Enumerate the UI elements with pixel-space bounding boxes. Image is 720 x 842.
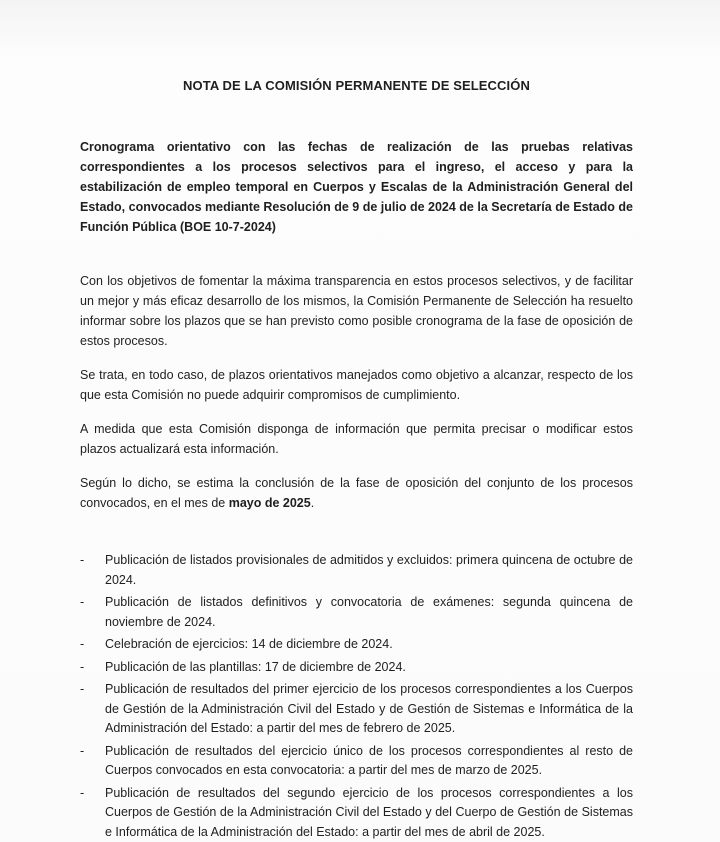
disclaimer-paragraph: Se trata, en todo caso, de plazos orientativos manejados como objetivo a alcanzar, respecto de los que esta Comisión no puede adquirir compromisos de cumplimiento.: [80, 365, 633, 405]
bullet-dash: -: [80, 593, 84, 613]
conclusion-date: mayo de 2025: [229, 496, 311, 510]
document-title: NOTA DE LA COMISIÓN PERMANENTE DE SELECCIÓN: [80, 78, 633, 93]
document-summary: Cronograma orientativo con las fechas de realización de las pruebas relativas correspondientes a los procesos selectivos para el ingreso, el acceso y para la estabilización de empleo temporal en Cuerpos y Escalas de la Administración General del Estado, convocados mediante Resolución de 9 de julio de 2024 de la Secretaría de Estado de Función Pública (BOE 10-7-2024): [80, 137, 633, 237]
list-item-text: Celebración de ejercicios: 14 de diciembre de 2024.: [105, 637, 393, 651]
list-item: [80, 593, 633, 632]
bullet-dash: -: [80, 742, 84, 762]
bullet-dash: -: [80, 551, 84, 571]
list-item: [80, 635, 633, 655]
bullet-dash: -: [80, 658, 84, 678]
list-item: [80, 680, 633, 739]
list-item-text: Publicación de resultados del segundo ejercicio de los procesos correspondientes a los Cuerpos de Gestión de la Administración Civil del Estado y del Cuerpo de Gestión de Sistemas e Informática de la Administración del Estado: a partir del mes de abril de 2025.: [105, 786, 633, 839]
bullet-dash: -: [80, 680, 84, 700]
list-item-text: Publicación de resultados del primer ejercicio de los procesos correspondientes a los Cuerpos de Gestión de la Administración Civil del Estado y de Gestión de Sistemas e Informática de la Administración del Estado: a partir del mes de febrero de 2025.: [105, 682, 633, 735]
schedule-list: [80, 551, 633, 842]
list-item-text: Publicación de resultados del ejercicio único de los procesos correspondientes al resto de Cuerpos convocados en esta convocatoria: a partir del mes de marzo de 2025.: [105, 744, 633, 778]
conclusion-paragraph: [80, 473, 633, 513]
list-item: [80, 784, 633, 842]
update-paragraph: A medida que esta Comisión disponga de información que permita precisar o modificar estos plazos actualizará esta información.: [80, 419, 633, 459]
intro-paragraph: Con los objetivos de fomentar la máxima transparencia en estos procesos selectivos, y de facilitar un mejor y más eficaz desarrollo de los mismos, la Comisión Permanente de Selección ha resuelto informar sobre los plazos que se han previsto como posible cronograma de la fase de oposición de estos procesos.: [80, 271, 633, 351]
list-item: [80, 551, 633, 590]
conclusion-text: Según lo dicho, se estima la conclusión de la fase de oposición del conjunto de los procesos convocados, en el mes de: [80, 476, 633, 510]
bullet-dash: -: [80, 635, 84, 655]
list-item-text: Publicación de listados provisionales de admitidos y excluidos: primera quincena de octubre de 2024.: [105, 553, 633, 587]
list-item: [80, 658, 633, 678]
bullet-dash: -: [80, 784, 84, 804]
list-item-text: Publicación de las plantillas: 17 de diciembre de 2024.: [105, 660, 406, 674]
list-item-text: Publicación de listados definitivos y convocatoria de exámenes: segunda quincena de noviembre de 2024.: [105, 595, 633, 629]
list-item: [80, 742, 633, 781]
conclusion-end: .: [311, 496, 314, 510]
